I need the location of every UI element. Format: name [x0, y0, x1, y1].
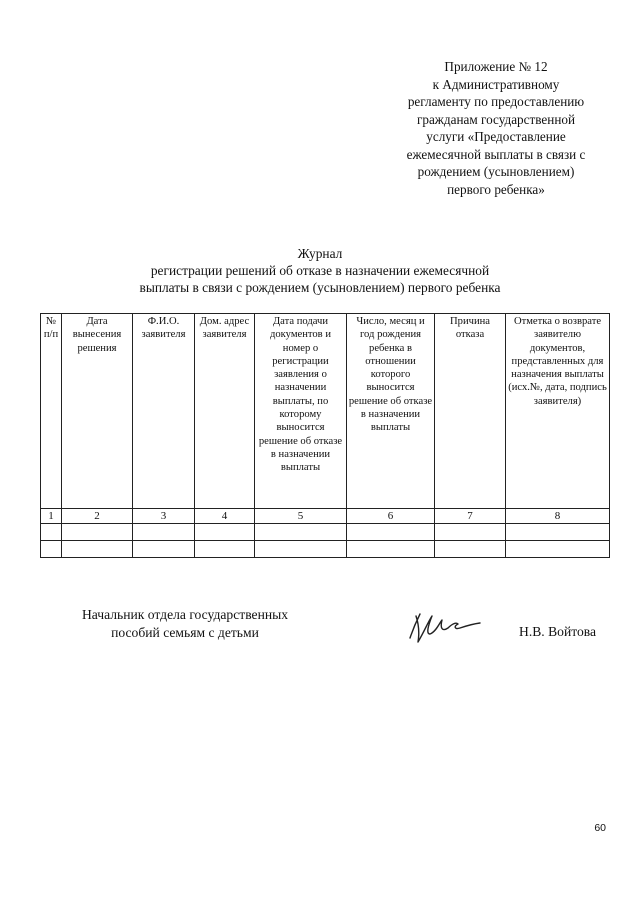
column-number-cell: 5	[255, 509, 347, 524]
column-number-cell: 2	[62, 509, 133, 524]
header-cell-submission-date: Дата подачи документов и номер о регистрации заявления о назначении выплаты, по которому выносится решение об отказе в назначении выплаты	[255, 314, 347, 509]
table-cell	[435, 524, 506, 541]
column-number-cell: 1	[41, 509, 62, 524]
position-line: Начальник отдела государственных	[81, 607, 289, 622]
handwritten-signature	[404, 608, 484, 648]
header-cell-applicant-name: Ф.И.О. заявителя	[133, 314, 195, 509]
header-row	[41, 314, 610, 509]
column-number-cell: 8	[506, 509, 610, 524]
appendix-header	[372, 58, 620, 198]
journal-title	[60, 245, 580, 296]
appendix-line: услуги «Предоставление	[426, 129, 566, 144]
title-line: регистрации решений об отказе в назначении ежемесячной	[150, 263, 490, 278]
header-cell-home-address: Дом. адрес заявителя	[195, 314, 255, 509]
table-cell	[41, 524, 62, 541]
appendix-line: рождением (усыновлением)	[417, 164, 575, 179]
header-cell-return-note: Отметка о возврате заявителю документов, представленных для назначения выплаты (исх.№, дата, подпись заявителя)	[506, 314, 610, 509]
table-cell	[195, 524, 255, 541]
appendix-line: Приложение № 12	[444, 59, 548, 74]
signatory-name: Н.В. Войтова	[519, 624, 597, 639]
column-number-cell: 6	[347, 509, 435, 524]
appendix-line: регламенту по предоставлению	[407, 94, 585, 109]
table-cell	[133, 524, 195, 541]
title-line: Журнал	[297, 246, 343, 261]
table-cell	[41, 541, 62, 558]
table-cell	[347, 541, 435, 558]
register-table	[40, 313, 610, 558]
column-number-cell: 4	[195, 509, 255, 524]
title-line: выплаты в связи с рождением (усыновлением) первого ребенка	[139, 280, 501, 295]
position-line: пособий семьям с детьми	[111, 624, 259, 640]
table-cell	[435, 541, 506, 558]
table-cell	[255, 541, 347, 558]
appendix-line: гражданам государственной	[416, 111, 576, 127]
page-number: 60	[594, 822, 606, 834]
column-number-cell: 3	[133, 509, 195, 524]
table-cell	[62, 541, 133, 558]
table-cell	[133, 541, 195, 558]
table-row	[41, 524, 610, 541]
table-cell	[62, 524, 133, 541]
column-number-cell: 7	[435, 509, 506, 524]
table-cell	[506, 541, 610, 558]
header-cell-decision-date: Дата вынесения решения	[62, 314, 133, 509]
table-cell	[195, 541, 255, 558]
table-cell	[255, 524, 347, 541]
header-cell-refusal-reason: Причина отказа	[435, 314, 506, 509]
header-cell-number: № п/п	[41, 314, 62, 509]
appendix-line: ежемесячной выплаты в связи с	[406, 146, 586, 162]
header-cell-child-birth-date: Число, месяц и год рождения ребенка в отношении которого выносится решение об отказе в назначении выплаты	[347, 314, 435, 509]
appendix-line: к Административному	[432, 76, 560, 92]
table-row	[41, 541, 610, 558]
table-cell	[506, 524, 610, 541]
appendix-line: первого ребенка»	[447, 181, 545, 197]
signatory-position	[60, 606, 310, 641]
column-number-row	[41, 509, 610, 524]
table-cell	[347, 524, 435, 541]
